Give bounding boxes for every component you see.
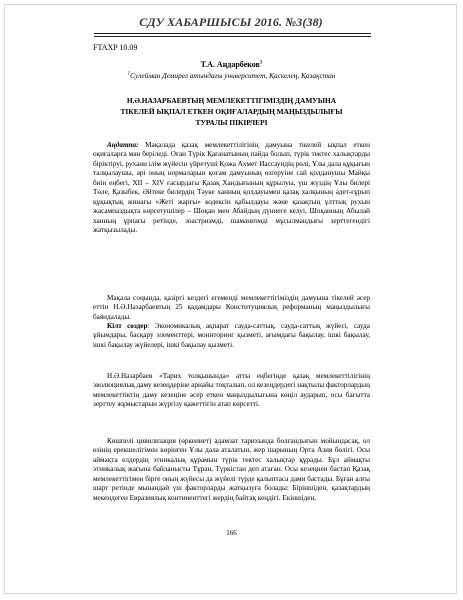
page-number: 166 bbox=[226, 529, 237, 537]
abstract-text: Мақалада қазақ мемлекеттілігінің дамуына тікелей ықпал еткен оқиғаларға мән беріледі. Оған Түрік Қағанатының пайда болып, түрік тектес халықтарды біріктіруі, рухани ілім жүйесін үйретуші Қожа Ахмет Иассауидің рөлі, Ұлы дала құқығын талқылаушы, әрі оның нормаларын қоғам дамуының өзгеруіне сай қолданушы Майқы биін еңбегі, XII – XIV ғасырдағы Қазақ Хандығының құрылуы, үш жүздің Ұлы билері Төле, Қазыбек, Әйтеке билердің Тәуке ханның қолдауымен қазақ халқының әдет-ғұрып құқықтық жинағы «Жеті жарғы» кодексін қабылдауы және қазақтың ұлттық рухын жасампаздықта көрсетушілер – Шоқан мен Абайдың дүниеге келуі, Шоқанның Абылай ханның ұрпағы ретінде, зоастризмді, шаманизмді мұсылмандығы зерттегендігі жатқызылады. bbox=[93, 141, 370, 235]
abstract-paragraph-2: Мақала соңында, қазіргі кездегі егемендi мемлекеттiгiмiздiң дамуына тікелей әсер еттін Н.Ә.Назарбаевтың 25 қадамдары Конституциялық реформаның маңыздылығы баяндалады. bbox=[93, 294, 370, 321]
affiliation bbox=[93, 71, 370, 80]
article-title bbox=[93, 95, 370, 128]
header-rule-top bbox=[94, 33, 371, 34]
author-superscript: 1 bbox=[259, 60, 263, 66]
abstract-label: Аңдатпа: bbox=[107, 141, 139, 149]
keywords-paragraph bbox=[93, 322, 370, 350]
author-name bbox=[93, 60, 370, 69]
title-line-2: ТІКЕЛЕЙ ЫҚПАЛ ЕТКЕН ОҚИҒАЛАРДЫҢ МАҢЫЗДЫЛЫҒЫ bbox=[120, 107, 343, 116]
affiliation-text: Сулейман Демирел атындағы университет, Қаскелең, Қазақстан bbox=[130, 71, 336, 80]
keywords-label: Кілт сөздер bbox=[107, 322, 148, 330]
title-line-3: ТУРАЛЫ ПІКІРЛЕРІ bbox=[195, 118, 268, 127]
author-name-text: Т.А. Аңдарбеков bbox=[200, 60, 260, 69]
keywords-text: : Экономикалық ақпарат сауда-саттық, сауда-саттық жүйесі, сауда ұйымдары, басқару элементтері, мониторинг қызметі, ағымдағы бақылау, ішкі бақылау, ішкі бақылау жүйелері, ішкі бақылау қызметі. bbox=[93, 322, 370, 349]
classification-code: FTAXP 10.09 bbox=[93, 43, 138, 52]
title-line-1: Н.Ә.НАЗАРБАЕВТЫҢ МЕМЛЕКЕТТІГІМІЗДІҢ ДАМУЫНА bbox=[126, 96, 337, 105]
journal-header: СДУ ХАБАРШЫСЫ 2016. №3(38) bbox=[139, 15, 323, 29]
header-rule-bottom bbox=[94, 36, 371, 37]
body-paragraph-1: Н.Ә.Назарбаев «Тарих толқынында» атты еңбегінде қазақ мемлекеттілігінің эволюциялық даму кезеңдеріне арнайы тоқталып, ол кезеңдердегі нақтылы факторлардың мемлекеттіктің даму кезеңіне әсер еткен маңыздылығына көңіл аударып, осы бағытта зерттеу жұмыстарын жүргізу қажеттігін атап көрсетті. bbox=[93, 372, 370, 409]
body-paragraph-2: Көшпелі цивилизация (өркениет) адамзат тарихында болғандығын мойындасақ, ол өзінің ерекшелігімен көрінген Ұлы дала аталатын, жер шарының Орта Азия бөлігі. Осы аймақта елдердің этникалық құрамын түрік тектес халықтар құрады. Бұл аймақты этникалық жағына байланысты Тұран, Түркістан деп атаған. Осы кезеңнен бастап Қазақ мемлекеттігімен бірге оның жүйесы да жүйелі түрде қалыптаса дами бастады. Бұған алғы шарт ретінде мынандай үш факторларды жатқызуға болады: Біріншіден, қазақтардың мекендеген Евразиялық континенттегі жердің байтақ кеңдігі. Екіншіден, bbox=[93, 437, 370, 502]
abstract-paragraph bbox=[93, 141, 370, 236]
affiliation-superscript: 1 bbox=[127, 71, 131, 77]
